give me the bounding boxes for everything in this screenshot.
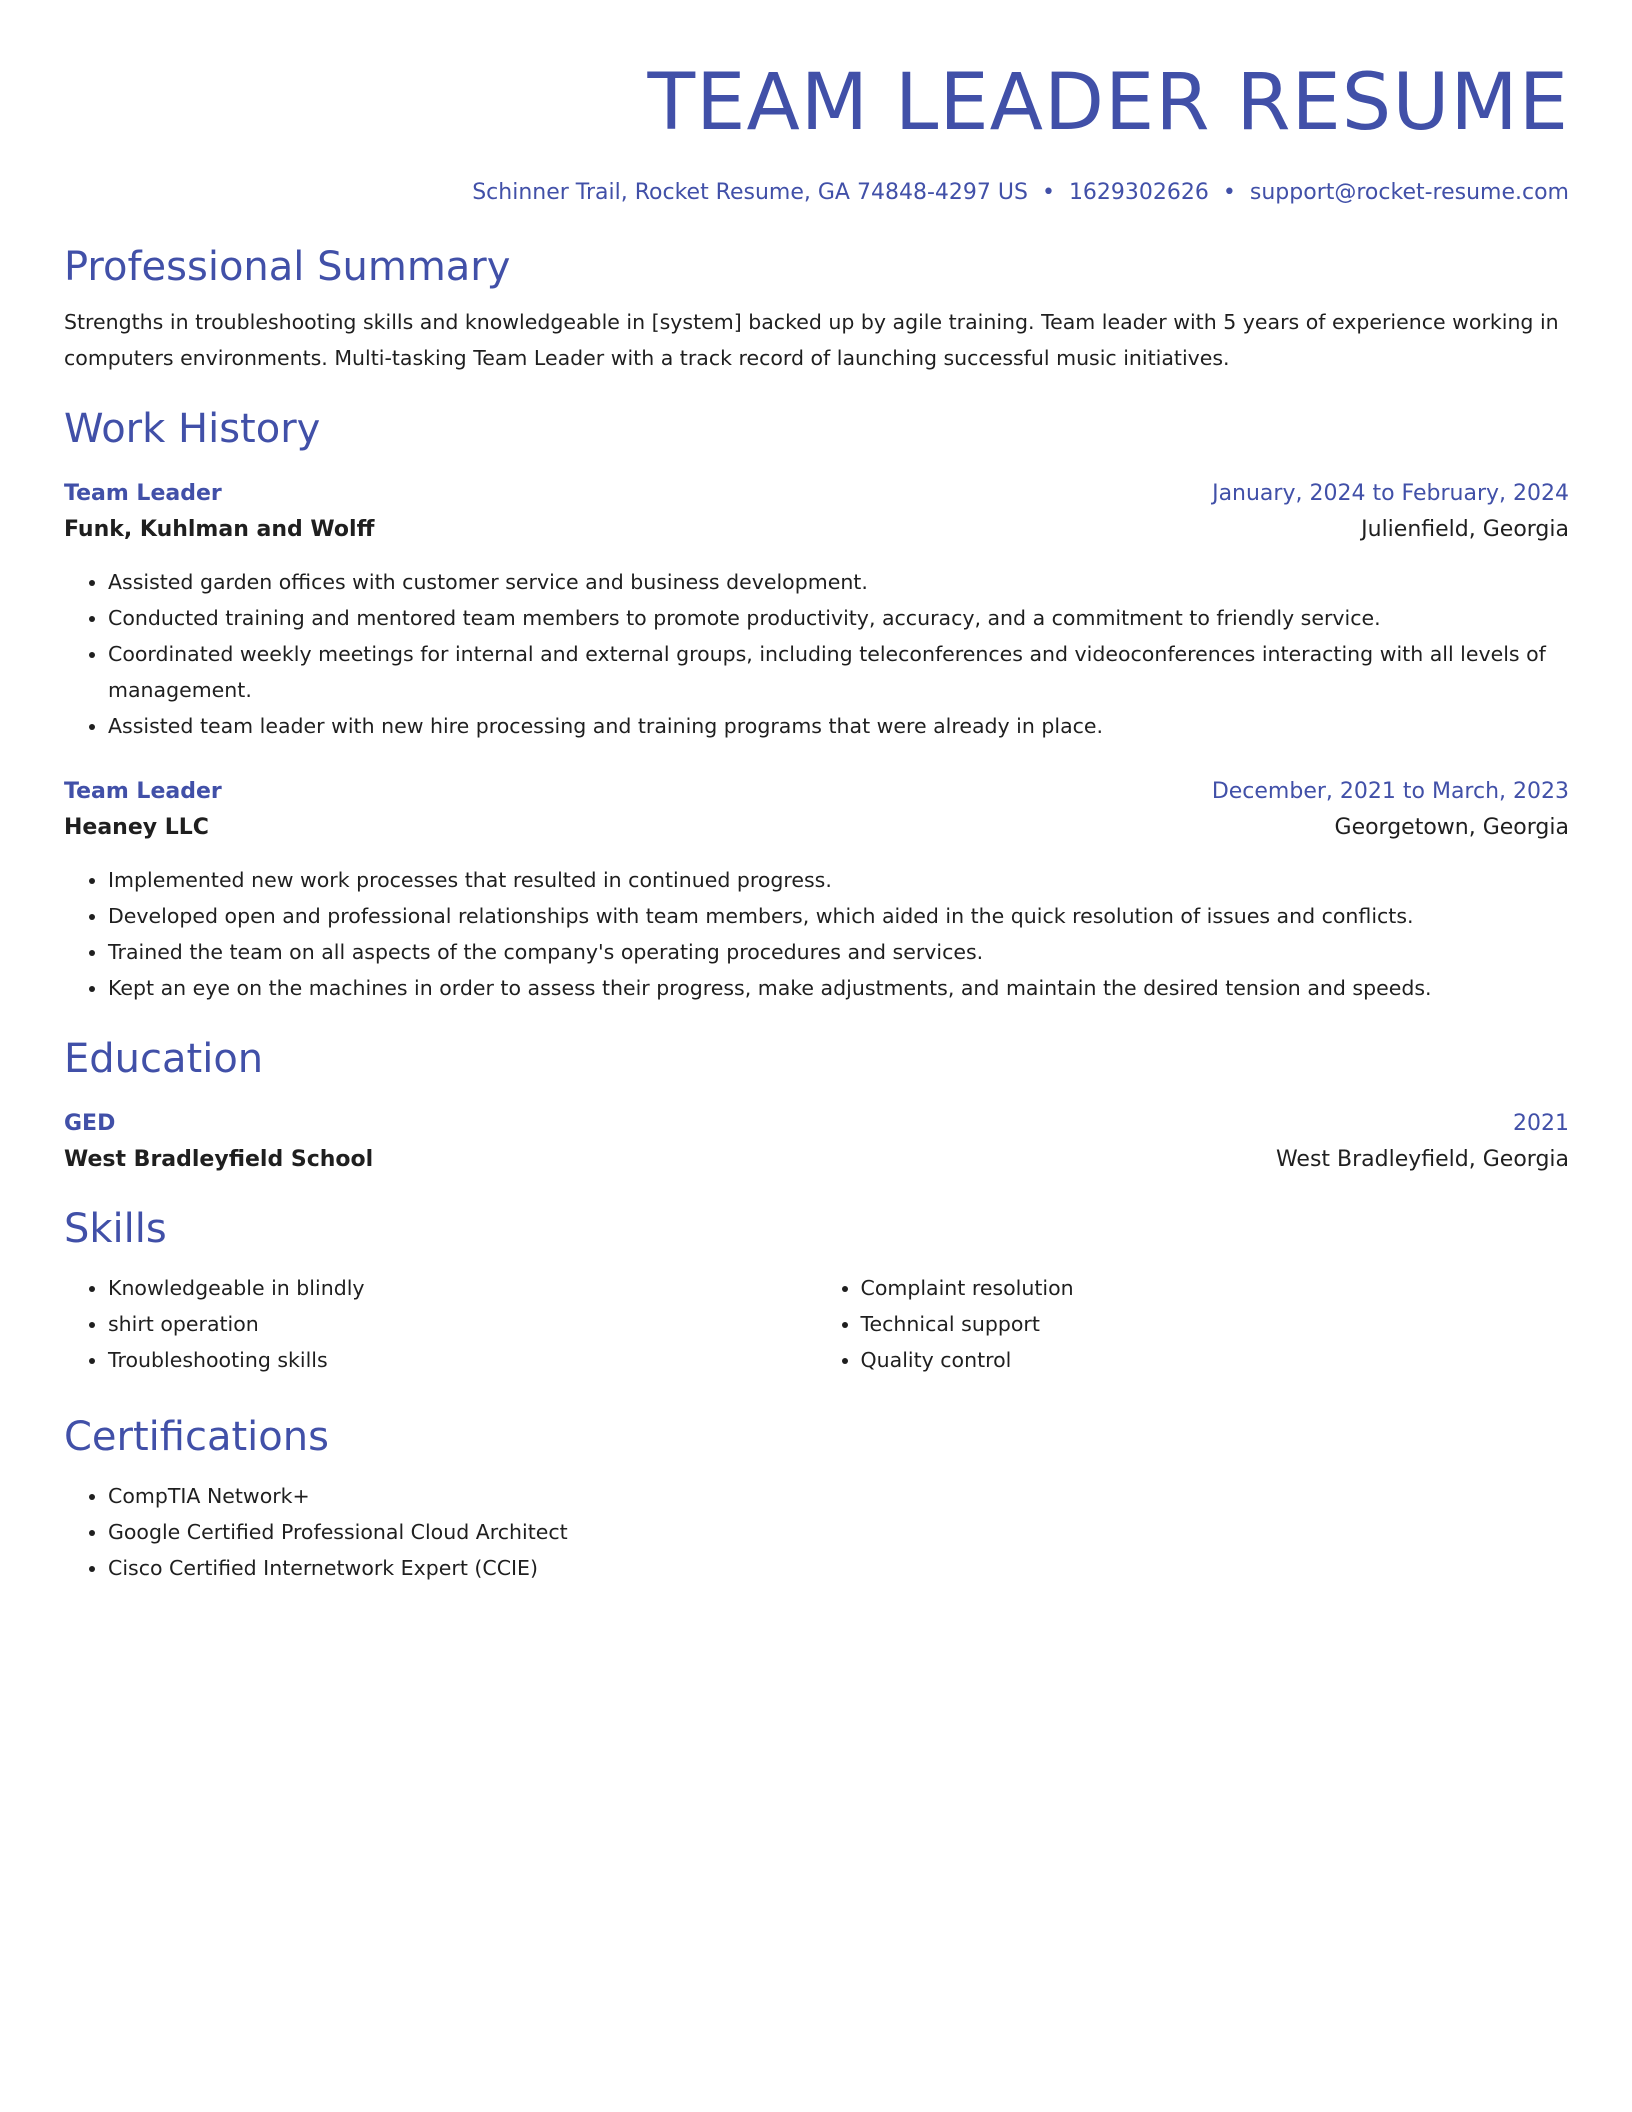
list-item: • Assisted garden offices with customer service and business development.	[108, 564, 1569, 600]
work-history-section	[64, 404, 1569, 1006]
education-year: 2021	[1513, 1111, 1569, 1136]
job-entry	[64, 774, 1569, 1006]
job-header-row	[64, 476, 1569, 512]
list-item: • Google Certified Professional Cloud Architect	[108, 1514, 1569, 1550]
resume-header	[64, 58, 1569, 208]
list-item: • Implemented new work processes that resulted in continued progress.	[108, 862, 1569, 898]
list-item: • Knowledgeable in blindly	[108, 1270, 817, 1306]
list-item: • Complaint resolution	[861, 1270, 1570, 1306]
skills-section	[64, 1204, 1569, 1378]
job-location: Julienfield, Georgia	[1361, 517, 1569, 542]
certifications-list	[64, 1478, 1569, 1586]
skills-grid	[64, 1270, 1569, 1378]
job-title: Team Leader	[64, 481, 222, 506]
job-company: Heaney LLC	[64, 815, 209, 840]
education-entry	[64, 1106, 1569, 1178]
skills-list	[64, 1270, 817, 1378]
job-dates: January, 2024 to February, 2024	[1212, 481, 1569, 506]
job-dates: December, 2021 to March, 2023	[1211, 779, 1569, 804]
resume-title: TEAM LEADER RESUME	[647, 58, 1569, 148]
summary-text: Strengths in troubleshooting skills and knowledgeable in [system] backed up by agile training. Team leader with 5 years of experience working in computers environments. Multi-tasking Team Leader with a track record of launching successful music initiatives.	[64, 310, 1559, 370]
education-school: West Bradleyfield School	[64, 1147, 374, 1172]
section-heading-skills: Skills	[64, 1206, 167, 1252]
job-header-row	[64, 774, 1569, 810]
list-item: • Technical support	[861, 1306, 1570, 1342]
contact-separator: •	[1041, 180, 1055, 205]
list-item: • Developed open and professional relationships with team members, which aided in the quick resolution of issues and conflicts.	[108, 898, 1569, 934]
job-bullets	[64, 564, 1569, 744]
section-heading-education: Education	[64, 1036, 264, 1082]
section-heading-certifications: Certifications	[64, 1414, 329, 1460]
job-title: Team Leader	[64, 779, 222, 804]
list-item: • CompTIA Network+	[108, 1478, 1569, 1514]
job-entry	[64, 476, 1569, 744]
job-company-row	[64, 810, 1569, 846]
list-item: • Coordinated weekly meetings for internal and external groups, including teleconferences and videoconferences interacting with all levels of management.	[108, 636, 1569, 708]
contact-line	[64, 178, 1569, 208]
education-section	[64, 1034, 1569, 1178]
list-item: • Troubleshooting skills	[108, 1342, 817, 1378]
job-company-row	[64, 512, 1569, 548]
list-item: • Cisco Certified Internetwork Expert (CCIE)	[108, 1550, 1569, 1586]
skills-column-right	[817, 1270, 1570, 1378]
list-item: • Kept an eye on the machines in order to assess their progress, make adjustments, and maintain the desired tension and speeds.	[108, 970, 1569, 1006]
list-item: • shirt operation	[108, 1306, 817, 1342]
education-degree: GED	[64, 1111, 116, 1136]
section-heading-work: Work History	[64, 406, 321, 452]
contact-separator: •	[1222, 180, 1236, 205]
job-company: Funk, Kuhlman and Wolff	[64, 517, 375, 542]
contact-email: support@rocket-resume.com	[1249, 180, 1569, 205]
contact-address: Schinner Trail, Rocket Resume, GA 74848-4297 US	[472, 180, 1028, 205]
job-location: Georgetown, Georgia	[1334, 815, 1569, 840]
list-item: • Trained the team on all aspects of the company's operating procedures and services.	[108, 934, 1569, 970]
professional-summary-section	[64, 242, 1569, 376]
section-heading-summary: Professional Summary	[64, 244, 511, 290]
list-item: • Quality control	[861, 1342, 1570, 1378]
skills-column-left	[64, 1270, 817, 1378]
certifications-section	[64, 1412, 1569, 1586]
job-bullets	[64, 862, 1569, 1006]
education-location: West Bradleyfield, Georgia	[1275, 1147, 1569, 1172]
education-school-row	[64, 1142, 1569, 1178]
list-item: • Conducted training and mentored team members to promote productivity, accuracy, and a commitment to friendly service.	[108, 600, 1569, 636]
education-header-row	[64, 1106, 1569, 1142]
contact-phone: 1629302626	[1068, 180, 1209, 205]
list-item: • Assisted team leader with new hire processing and training programs that were already in place.	[108, 708, 1569, 744]
skills-list	[817, 1270, 1570, 1378]
